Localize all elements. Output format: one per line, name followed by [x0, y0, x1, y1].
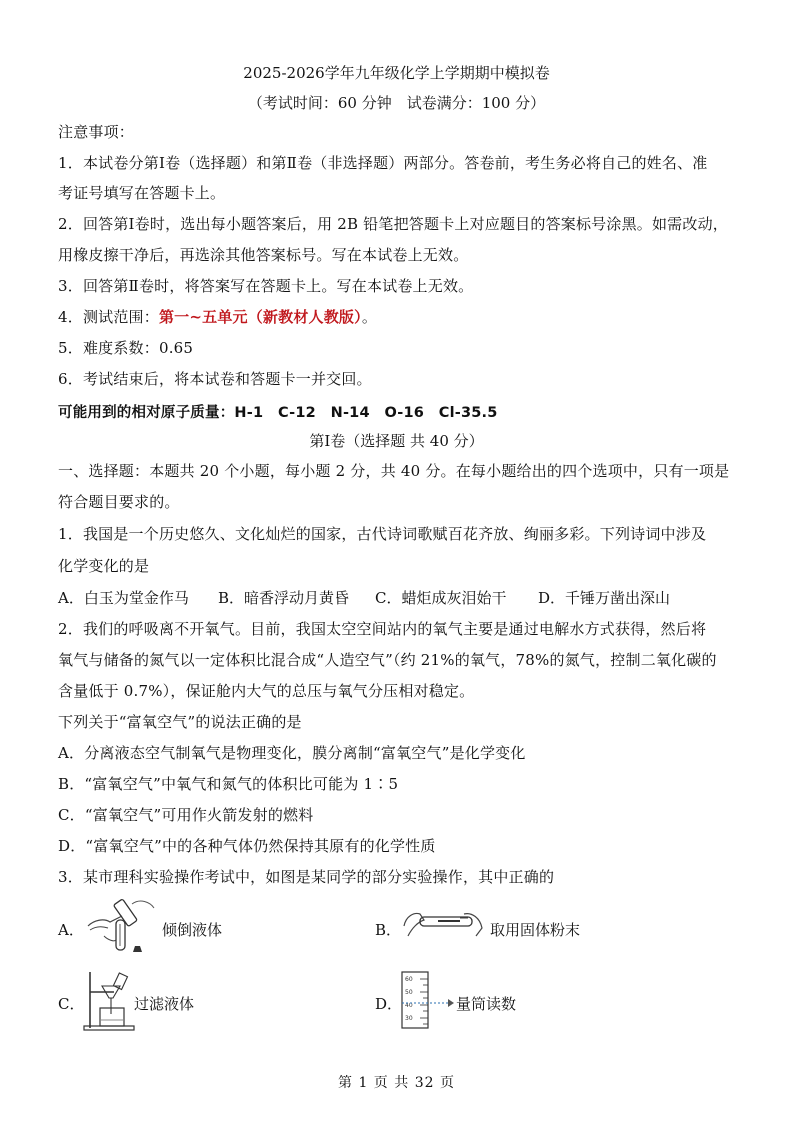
q1-stem-line-1: 1．我国是一个历史悠久、文化灿烂的国家，古代诗词歌赋百花齐放、绚丽多彩。下列诗词中涉及	[58, 525, 707, 543]
q1-option-b: B．暗香浮动月黄昏	[218, 589, 350, 607]
q3-option-b-letter: B．	[375, 921, 402, 939]
note-4-prefix: 4．测试范围：	[58, 308, 159, 326]
exam-title: 2025-2026学年九年级化学上学期期中模拟卷	[243, 64, 550, 82]
q3-option-a-label: 倾倒液体	[162, 921, 223, 939]
q2-option-c: C．“富氧空气”可用作火箭发射的燃料	[58, 806, 314, 824]
cylinder-tick-30: 30	[405, 1015, 413, 1022]
q3-option-d-label: 量筒读数	[456, 995, 517, 1013]
q3-option-d-letter: D．	[375, 995, 403, 1013]
q1-stem-line-2: 化学变化的是	[58, 557, 150, 575]
pouring-liquid-figure	[80, 896, 162, 958]
q2-stem-line-1: 2．我们的呼吸离不开氧气。目前，我国太空空间站内的氧气主要是通过电解水方式获得，然后将	[58, 620, 707, 638]
page-footer: 第 1 页 共 32 页	[338, 1075, 455, 1091]
q3-option-b-label: 取用固体粉末	[490, 921, 581, 939]
q1-option-d: D．千锤万凿出深山	[538, 589, 671, 607]
cylinder-tick-40: 40	[405, 1002, 413, 1009]
q3-stem: 3．某市理科实验操作考试中，如图是某同学的部分实验操作，其中正确的	[58, 868, 555, 886]
cylinder-tick-60: 60	[405, 976, 413, 983]
note-4	[58, 306, 738, 327]
note-5: 5．难度系数：0.65	[58, 339, 194, 357]
q2-stem-line-2: 氧气与储备的氮气以一定体积比混合成“人造空气”（约 21%的氧气，78%的氮气，控制二氧化碳的	[58, 651, 717, 669]
cylinder-tick-50: 50	[405, 989, 413, 996]
q1-option-a: A．白玉为堂金作马	[58, 589, 189, 607]
q3-option-c-letter: C．	[58, 995, 85, 1013]
note-4-range: 第一~五单元（新教材人教版）	[158, 308, 362, 326]
q1-option-c: C．蜡炬成灰泪始干	[375, 589, 507, 607]
q2-option-d: D．“富氧空气”中的各种气体仍然保持其原有的化学性质	[58, 837, 436, 855]
q3-option-a-letter: A．	[58, 921, 84, 939]
note-1-line-1: 1．本试卷分第Ⅰ卷（选择题）和第Ⅱ卷（非选择题）两部分。答卷前，考生务必将自己的姓名、准	[58, 154, 708, 172]
solid-powder-figure	[398, 906, 488, 942]
note-2-line-2: 用橡皮擦干净后，再选涂其他答案标号。写在本试卷上无效。	[58, 246, 469, 264]
q2-option-b: B．“富氧空气”中氧气和氮气的体积比可能为 1∶5	[58, 775, 399, 793]
note-2-line-1: 2．回答第Ⅰ卷时，选出每小题答案后，用 2B 铅笔把答题卡上对应题目的答案标号涂黑。如需改动，	[58, 215, 728, 233]
section-title: 第Ⅰ卷（选择题 共 40 分）	[309, 432, 484, 450]
note-4-suffix: 。	[361, 308, 378, 326]
note-1-line-2: 考证号填写在答题卡上。	[58, 184, 226, 202]
q2-stem-line-4: 下列关于“富氧空气”的说法正确的是	[58, 713, 302, 731]
note-3: 3．回答第Ⅱ卷时，将答案写在答题卡上。写在本试卷上无效。	[58, 277, 474, 295]
note-6: 6．考试结束后，将本试卷和答题卡一并交回。	[58, 370, 372, 388]
filtering-figure	[80, 968, 136, 1032]
q2-stem-line-3: 含量低于 0.7%），保证舱内大气的总压与氧气分压相对稳定。	[58, 682, 475, 700]
q2-option-a: A．分离液态空气制氧气是物理变化，膜分离制“富氧空气”是化学变化	[58, 744, 526, 762]
exam-subtitle: （考试时间：60 分钟 试卷满分：100 分）	[247, 94, 546, 112]
section-intro-line-2: 符合题目要求的。	[58, 493, 180, 511]
notice-heading: 注意事项：	[58, 123, 135, 141]
atomic-mass-line: 可能用到的相对原子质量：H-1 C-12 N-14 O-16 Cl-35.5	[58, 405, 498, 421]
graduated-cylinder-figure	[398, 970, 456, 1030]
section-intro-line-1: 一、选择题：本题共 20 个小题，每小题 2 分，共 40 分。在每小题给出的四个选项中，只有一项是	[58, 462, 730, 480]
q3-option-c-label: 过滤液体	[134, 995, 195, 1013]
